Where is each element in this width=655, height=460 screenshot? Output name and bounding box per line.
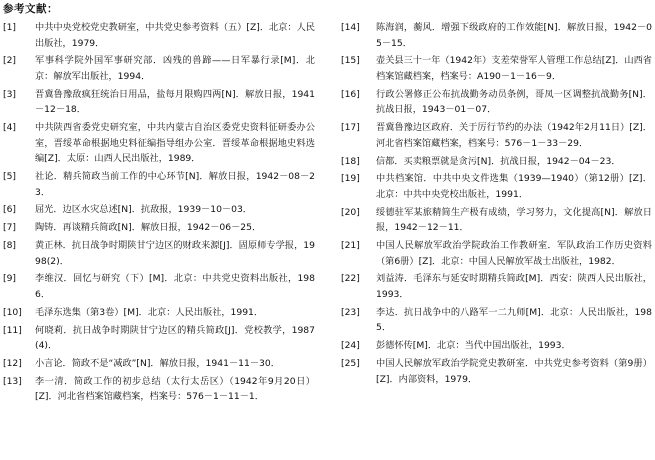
reference-entry	[341, 271, 652, 302]
reference-entry	[3, 53, 315, 84]
reference-text: 中国人民解放军政治学院党史教研室．中共党史参考资料（第9册）[Z]．内部资料，1979．	[376, 357, 652, 385]
reference-number: [8]	[3, 240, 17, 252]
reference-number: [20]	[341, 206, 360, 218]
reference-entry	[3, 202, 315, 218]
reference-text: 黄正林．抗日战争时期陕甘宁边区的财政来源[J]．固原师专学报，1998(2)．	[35, 240, 315, 267]
reference-entry	[341, 154, 652, 170]
reference-number: [21]	[341, 240, 360, 252]
reference-entry	[341, 20, 652, 51]
reference-number: [4]	[3, 122, 17, 134]
reference-entry	[3, 271, 315, 302]
reference-number: [11]	[3, 324, 22, 336]
reference-text: 军事科学院外国军事研究部．凶残的兽蹄——日军暴行录[M]．北京：解放军出版社，1994．	[35, 55, 315, 82]
reference-entry	[341, 356, 652, 387]
reference-number: [10]	[3, 306, 22, 318]
reference-number: [5]	[3, 171, 17, 183]
reference-number: [23]	[341, 306, 360, 318]
reference-text: 行政公署修正公布抗战勤务动员条例，哥凤一区调整抗战勤务[N]．抗战日报，1943－01－07．	[376, 88, 652, 116]
reference-text: 刘益涛．毛泽东与延安时期精兵简政[M]．西安：陕西人民出版社，1993．	[376, 273, 652, 300]
reference-number: [1]	[3, 22, 17, 33]
reference-text: 中共中央党校党史教研室，中共党史参考资料（五）[Z]．北京：人民出版社，1979．	[35, 22, 315, 49]
reference-text: 屈光．边区水灾总述[N]．抗敌报，1939－10－03．	[35, 204, 252, 216]
reference-text: 李达．抗日战争中的八路军一二九师[M]．北京：人民出版社，1985．	[376, 306, 652, 334]
reference-number: [22]	[341, 273, 360, 285]
reference-number: [17]	[341, 122, 360, 134]
references-left-column	[3, 20, 315, 407]
reference-entry	[341, 338, 652, 354]
references-heading: 参考文献：	[3, 3, 58, 15]
reference-text: 陈海润，蘅风．增强下级政府的工作效能[N]．解放日报，1942－05－15．	[376, 22, 652, 49]
reference-text: 壶关县三十一年（1942年）支差荣誉军人管理工作总结[Z]．山西省档案馆藏档案，档案号：A190－1－16－9．	[376, 55, 652, 82]
reference-number: [24]	[341, 340, 360, 352]
reference-text: 小言论．简政不是“减政”[N]．解放日报，1941－11－30．	[35, 357, 280, 369]
reference-number: [9]	[3, 273, 17, 285]
reference-text: 中共陕西省委党史研究室，中共内蒙古自治区委党史资料征研委办公室，晋绥革命根据地史料征编指导组办公室．晋绥革命根据地史料选编[Z]．太原：山西人民出版社，1989．	[35, 122, 315, 165]
reference-text: 彭德怀传[M]．北京：当代中国出版社，1993．	[376, 340, 571, 352]
reference-number: [13]	[3, 375, 22, 387]
reference-text: 何晓莉．抗日战争时期陕甘宁边区的精兵简政[J]．党校教学，1987(4)．	[35, 324, 315, 352]
reference-text: 中共档案馆．中共中央文件选集（1939—1940）（第12册）[Z]．北京：中共中央党校出版社，1991．	[376, 173, 652, 200]
reference-text: 李维汉．回忆与研究（下）[M]．北京：中共党史资料出版社，1986．	[35, 273, 315, 300]
reference-text: 毛泽东选集（第3卷）[M]．北京：人民出版社，1991．	[35, 306, 264, 318]
reference-text: 李一清．简政工作的初步总结（太行太岳区）（1942年9月20日）[Z]．河北省档案馆藏档案，档案号：576－1－11－1．	[35, 375, 315, 403]
reference-entry	[3, 220, 315, 236]
reference-entry	[3, 87, 315, 118]
reference-entry	[3, 323, 315, 354]
reference-entry	[341, 205, 652, 236]
reference-number: [18]	[341, 155, 360, 167]
reference-text: 信都．买卖粮票就是贪污[N]．抗战日报，1942－04－23．	[376, 155, 621, 167]
reference-number: [6]	[3, 204, 17, 216]
reference-entry	[3, 374, 315, 405]
reference-number: [14]	[341, 22, 360, 33]
reference-entry	[341, 120, 652, 151]
reference-entry	[341, 238, 652, 269]
reference-text: 绥德驻军某旅精简生产极有成绩，学习努力，文化提高[N]．解放日报，1942－12－11．	[376, 206, 652, 234]
reference-text: 中国人民解放军政治学院政治工作教研室．军队政治工作历史资料（第6册）[Z]．北京：中国人民解放军战士出版社，1982．	[376, 240, 652, 267]
reference-entry	[3, 20, 315, 51]
reference-number: [12]	[3, 357, 22, 369]
reference-number: [15]	[341, 55, 360, 67]
references-right-column	[341, 20, 652, 389]
reference-entry	[3, 120, 315, 167]
reference-text: 陶铸．再谈精兵简政[N]．解放日报，1942－06－25．	[35, 222, 262, 234]
reference-number: [25]	[341, 357, 360, 369]
reference-number: [2]	[3, 55, 17, 67]
reference-entry	[3, 169, 315, 200]
reference-entry	[3, 238, 315, 269]
reference-text: 社论．精兵简政当前工作的中心环节[N]．解放日报，1942－08－23．	[35, 171, 315, 198]
reference-text: 晋冀鲁豫边区政府．关于厉行节约的办法（1942年2月11日）[Z]．河北省档案馆藏档案，档案号：576－1－33－29．	[376, 122, 652, 149]
reference-text: 晋冀鲁豫敌疯狂统治日用品，盐每月限购四两[N]．解放日报，1941－12－18．	[35, 88, 315, 116]
reference-number: [7]	[3, 222, 17, 234]
reference-entry	[341, 305, 652, 336]
reference-entry	[341, 87, 652, 118]
reference-entry	[3, 356, 315, 372]
reference-entry	[341, 171, 652, 202]
reference-entry	[341, 53, 652, 84]
reference-number: [3]	[3, 88, 17, 100]
reference-number: [16]	[341, 88, 360, 100]
reference-entry	[3, 305, 315, 321]
reference-number: [19]	[341, 173, 360, 185]
